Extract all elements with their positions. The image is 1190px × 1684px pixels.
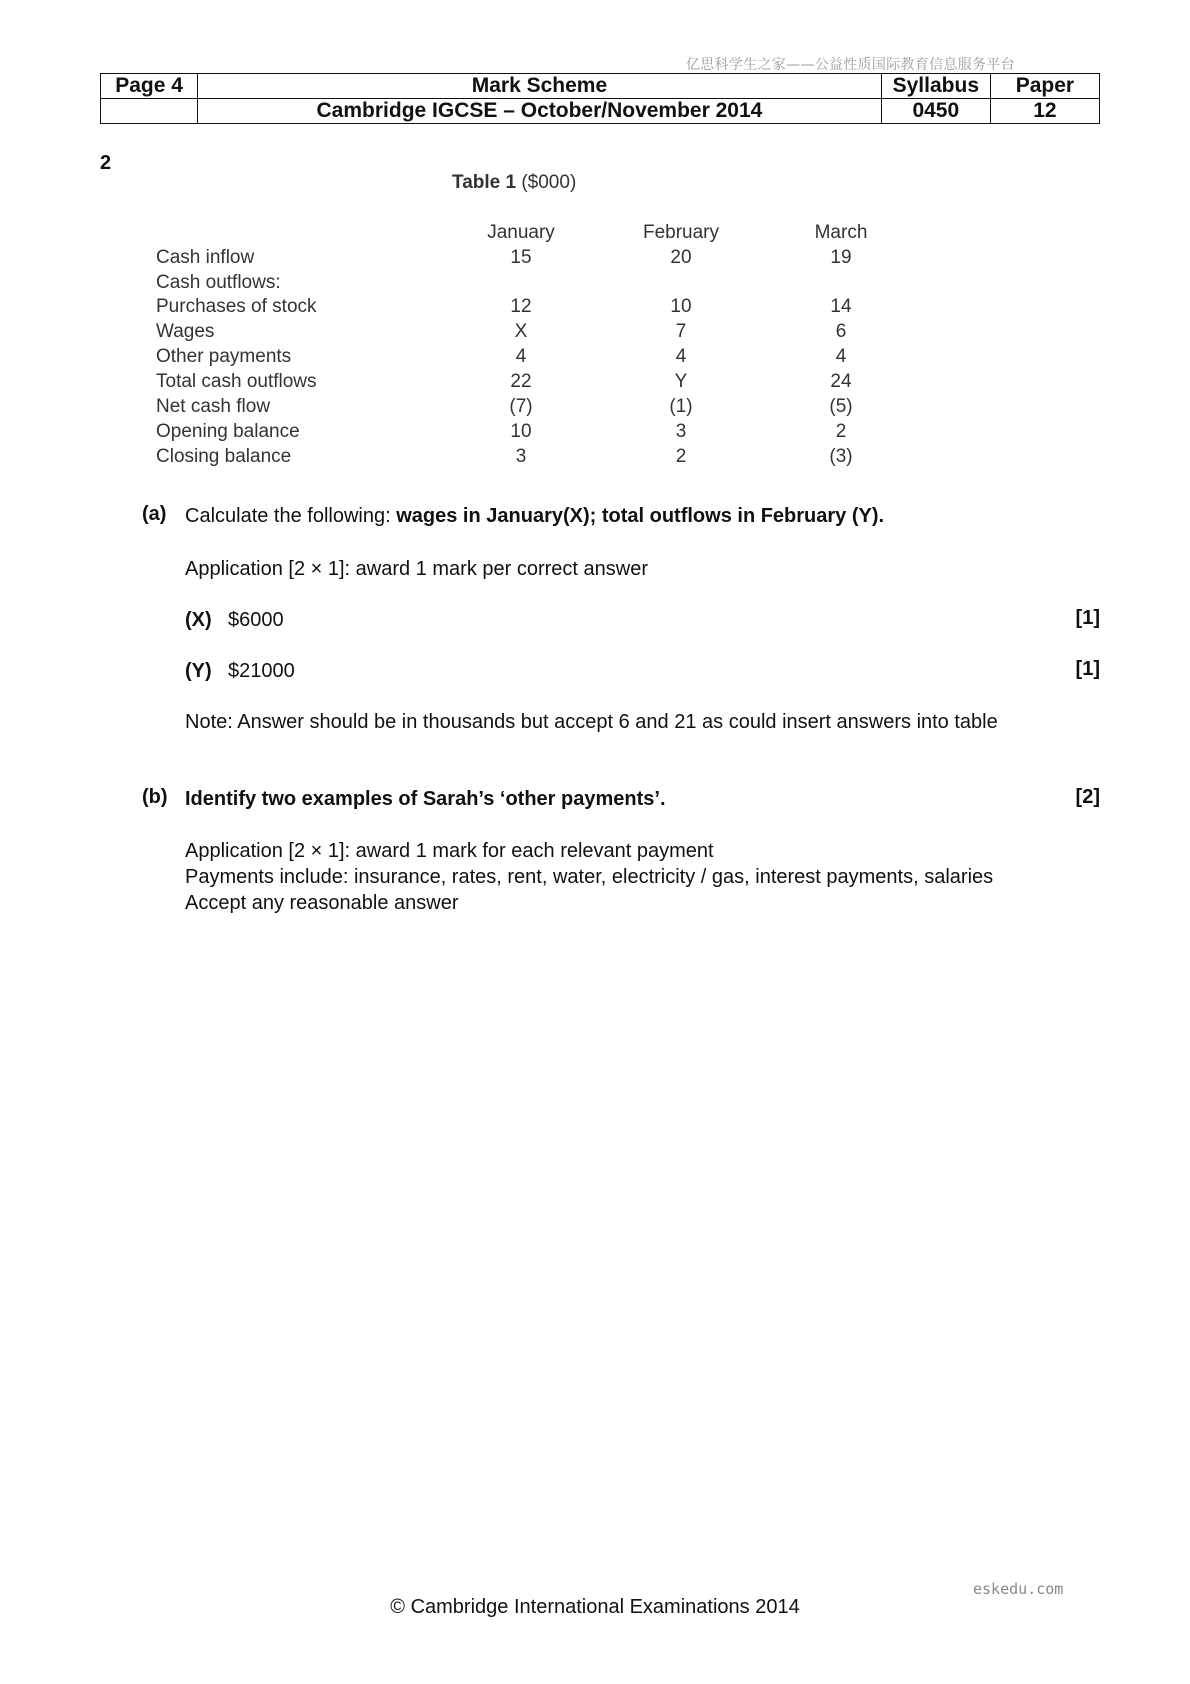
- exam-name: Cambridge IGCSE – October/November 2014: [198, 99, 882, 124]
- part-b-application: Application [2 × 1]: award 1 mark for each relevant payment: [185, 840, 714, 862]
- row-label: Cash outflows:: [156, 272, 281, 293]
- paper-number: 12: [990, 99, 1099, 124]
- table-row: [156, 294, 876, 319]
- question-number: 2: [100, 152, 112, 174]
- part-a-application: Application [2 × 1]: award 1 mark per correct answer: [185, 558, 648, 580]
- answer-value: $6000: [228, 609, 284, 631]
- cell-value: 6: [835, 321, 847, 342]
- cell-value: 2: [835, 421, 847, 442]
- cell-value: 20: [670, 247, 692, 268]
- cell-value: 10: [510, 421, 532, 442]
- row-label: Other payments: [156, 346, 292, 367]
- cell-value: 4: [515, 346, 527, 367]
- cell-value: 15: [510, 247, 532, 268]
- part-a-prompt-bold: wages in January(X); total outflows in February (Y).: [396, 505, 885, 527]
- row-label: Purchases of stock: [156, 296, 317, 317]
- table-row: [156, 344, 876, 369]
- cell-value: 19: [830, 247, 852, 268]
- table-row: [156, 419, 876, 444]
- table-row: [156, 270, 876, 295]
- table-title: [452, 172, 576, 194]
- table-row: [156, 319, 876, 344]
- cell-value: 3: [675, 421, 687, 442]
- table-row: [156, 369, 876, 394]
- footer-copyright: © Cambridge International Examinations 2014: [390, 1596, 800, 1618]
- month-header: March: [814, 222, 868, 243]
- answer-x: [185, 607, 284, 633]
- header-table: [100, 73, 1100, 124]
- cell-value: (1): [669, 396, 693, 417]
- page-number: Page 4: [101, 74, 198, 99]
- mark-allocation: [1]: [1075, 658, 1100, 680]
- table-title-text: Table 1: [452, 172, 517, 193]
- answer-value: $21000: [228, 660, 295, 682]
- part-b-accept: Accept any reasonable answer: [185, 892, 459, 914]
- document-title: Mark Scheme: [198, 74, 882, 99]
- cell-value: 22: [510, 371, 532, 392]
- table-row: [156, 444, 876, 469]
- mark-allocation: [2]: [1075, 786, 1100, 808]
- part-a-prompt: [185, 503, 1085, 529]
- cell-value: 3: [515, 446, 527, 467]
- cell-value: X: [514, 321, 528, 342]
- row-label: Total cash outflows: [156, 371, 317, 392]
- row-label: Opening balance: [156, 421, 300, 442]
- month-header: February: [642, 222, 720, 243]
- cell-value: Y: [674, 371, 688, 392]
- mark-allocation: [1]: [1075, 607, 1100, 629]
- cell-value: 12: [510, 296, 532, 317]
- part-b-payments: Payments include: insurance, rates, rent, water, electricity / gas, interest payments, salaries: [185, 866, 994, 888]
- cell-value: 7: [675, 321, 687, 342]
- cell-value: 2: [675, 446, 687, 467]
- table-row: [156, 245, 876, 270]
- row-label: Closing balance: [156, 446, 292, 467]
- table-title-units: ($000): [521, 172, 577, 193]
- part-a-letter: (a): [142, 503, 167, 525]
- row-label: Cash inflow: [156, 247, 255, 268]
- table-row: [156, 394, 876, 419]
- row-label: Net cash flow: [156, 396, 271, 417]
- part-b-letter: (b): [142, 786, 168, 808]
- cell-value: 4: [835, 346, 847, 367]
- watermark-top: 亿思科学生之家——公益性质国际教育信息服务平台: [686, 57, 1015, 73]
- cell-value: (5): [829, 396, 853, 417]
- cell-value: (7): [509, 396, 533, 417]
- header-empty-cell: [101, 99, 198, 124]
- cell-value: 4: [675, 346, 687, 367]
- answer-key: (Y): [185, 660, 212, 682]
- cell-value: 14: [830, 296, 852, 317]
- month-header: January: [487, 222, 555, 243]
- answer-y: [185, 658, 295, 684]
- cell-value: 24: [830, 371, 852, 392]
- paper-label: Paper: [990, 74, 1099, 99]
- row-label: Wages: [156, 321, 215, 342]
- watermark-bottom: eskedu.com: [973, 1580, 1064, 1598]
- syllabus-label: Syllabus: [881, 74, 990, 99]
- part-a-note: Note: Answer should be in thousands but accept 6 and 21 as could insert answers into table: [185, 711, 998, 733]
- cell-value: 10: [670, 296, 692, 317]
- part-a-prompt-text: Calculate the following:: [185, 505, 397, 527]
- syllabus-code: 0450: [881, 99, 990, 124]
- answer-key: (X): [185, 609, 212, 631]
- cell-value: (3): [829, 446, 853, 467]
- part-b-prompt: Identify two examples of Sarah’s ‘other payments’.: [185, 788, 666, 810]
